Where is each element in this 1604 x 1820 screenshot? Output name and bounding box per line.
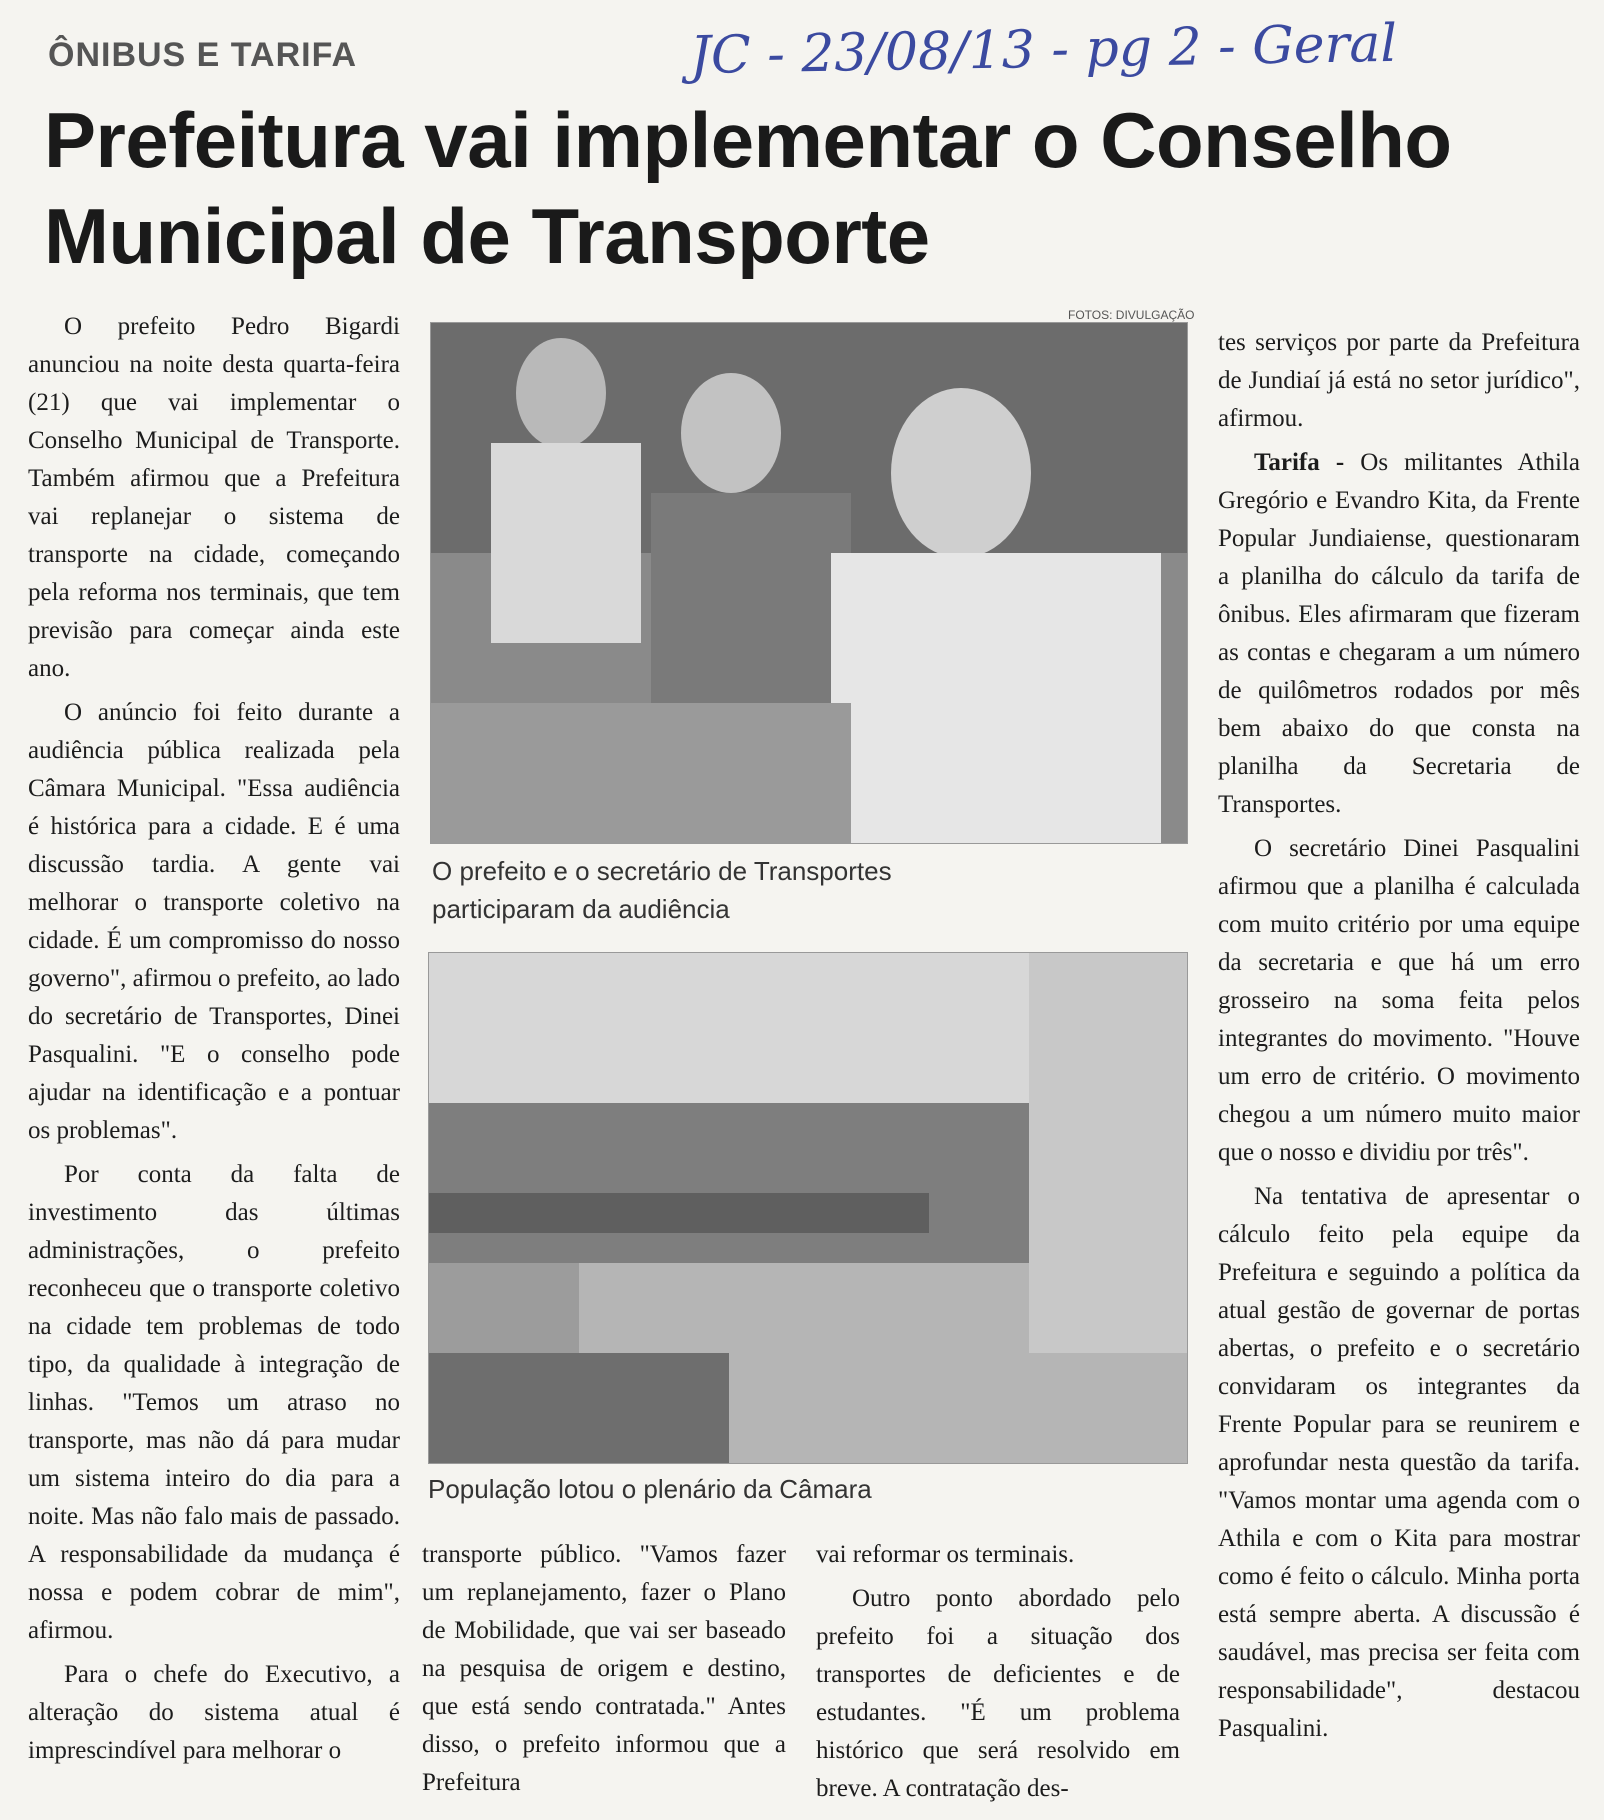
paragraph: Na tentativa de apresentar o cálculo feito pela equipe da Prefeitura e seguindo a política da atual gestão de governar de portas abertas, o prefeito e o secretário convidaram os integrantes da Frente Popular para se reunirem e aprofundar nesta questão da tarifa. "Vamos montar uma agenda com o Athila e com o Kita para mostrar como é feito o cálculo. Minha porta está sempre aberta. A discussão é saudável, mas precisa ser feita com responsabilidade", destacou Pasqualini. — [1218, 1183, 1580, 1742]
photo1-caption: O prefeito e o secretário de Transportes participaram da audiência — [432, 856, 892, 924]
photo-officials — [430, 322, 1188, 844]
subhead-tarifa: Tarifa - — [1254, 449, 1345, 476]
paragraph: O anúncio foi feito durante a audiência pública realizada pela Câmara Municipal. "Essa audiência é histórica para a cidade. E é uma discussão tardia. A gente vai melhorar o transporte coletivo na cidade. É um compromisso do nosso governo", afirmou o prefeito, ao lado do secretário de Transportes, Dinei Pasqualini. "E o conselho pode ajudar na identificação e a pontuar os problemas". — [28, 699, 400, 1144]
paragraph: Para o chefe do Executivo, a alteração do sistema atual é imprescindível para melhorar o — [28, 1661, 400, 1764]
article-column-1 — [28, 308, 400, 1776]
article-column-3 — [816, 1536, 1180, 1814]
section-kicker: ÔNIBUS E TARIFA — [48, 36, 358, 74]
paragraph — [1218, 444, 1580, 824]
paragraph-text: Os militantes Athila Gregório e Evandro Kita, da Frente Popular Jundiaiense, questionaram a planilha do cálculo da tarifa de ônibus. Eles afirmaram que fizeram as contas e chegaram a um número de quilômetros rodados por mês bem abaixo do que consta na planilha da Secretaria de Transportes. — [1218, 449, 1580, 818]
photo-plenary — [428, 952, 1188, 1464]
handwritten-note: JC - 23/08/13 - pg 2 - Geral — [689, 13, 1398, 87]
paragraph: O prefeito Pedro Bigardi anunciou na noite desta quarta-feira (21) que vai implementar o Conselho Municipal de Transporte. Também afirmou que a Prefeitura vai replanejar o sistema de transporte na cidade, começando pela reforma nos terminais, que tem previsão para começar ainda este ano. — [28, 313, 400, 682]
headline: Prefeitura vai implementar o Conselho Municipal de Transporte — [44, 96, 1452, 280]
photo2-caption: População lotou o plenário da Câmara — [428, 1474, 872, 1504]
photo-credit: FOTOS: DIVULGAÇÃO — [1068, 308, 1195, 322]
paragraph: O secretário Dinei Pasqualini afirmou que a planilha é calculada com muito critério por uma equipe da secretaria e que há um erro grosseiro na soma feita pelos integrantes do movimento. "Houve um erro de critério. O movimento chegou a um número muito maior que o nosso e dividiu por três". — [1218, 835, 1580, 1166]
article-column-2 — [422, 1536, 786, 1808]
paragraph: vai reformar os terminais. — [816, 1541, 1075, 1568]
paragraph: tes serviços por parte da Prefeitura de Jundiaí já está no setor jurídico", afirmou. — [1218, 329, 1580, 432]
paragraph: Por conta da falta de investimento das últimas administrações, o prefeito reconheceu que o transporte coletivo na cidade tem problemas de todo tipo, da qualidade à integração de linhas. "Temos um atraso no transporte, mas não dá para mudar um sistema inteiro do dia para a noite. Mas não falo mais de passado. A responsabilidade da mudança é nossa e podem cobrar de mim", afirmou. — [28, 1161, 400, 1644]
paragraph: Outro ponto abordado pelo prefeito foi a situação dos transportes de deficientes e de estudantes. "É um problema histórico que será resolvido em breve. A contratação des- — [816, 1585, 1180, 1802]
article-column-4 — [1218, 324, 1580, 1754]
paragraph: transporte público. "Vamos fazer um replanejamento, fazer o Plano de Mobilidade, que vai ser baseado na pesquisa de origem e destino, que está sendo contratada." Antes disso, o prefeito informou que a Prefeitura — [422, 1541, 786, 1796]
